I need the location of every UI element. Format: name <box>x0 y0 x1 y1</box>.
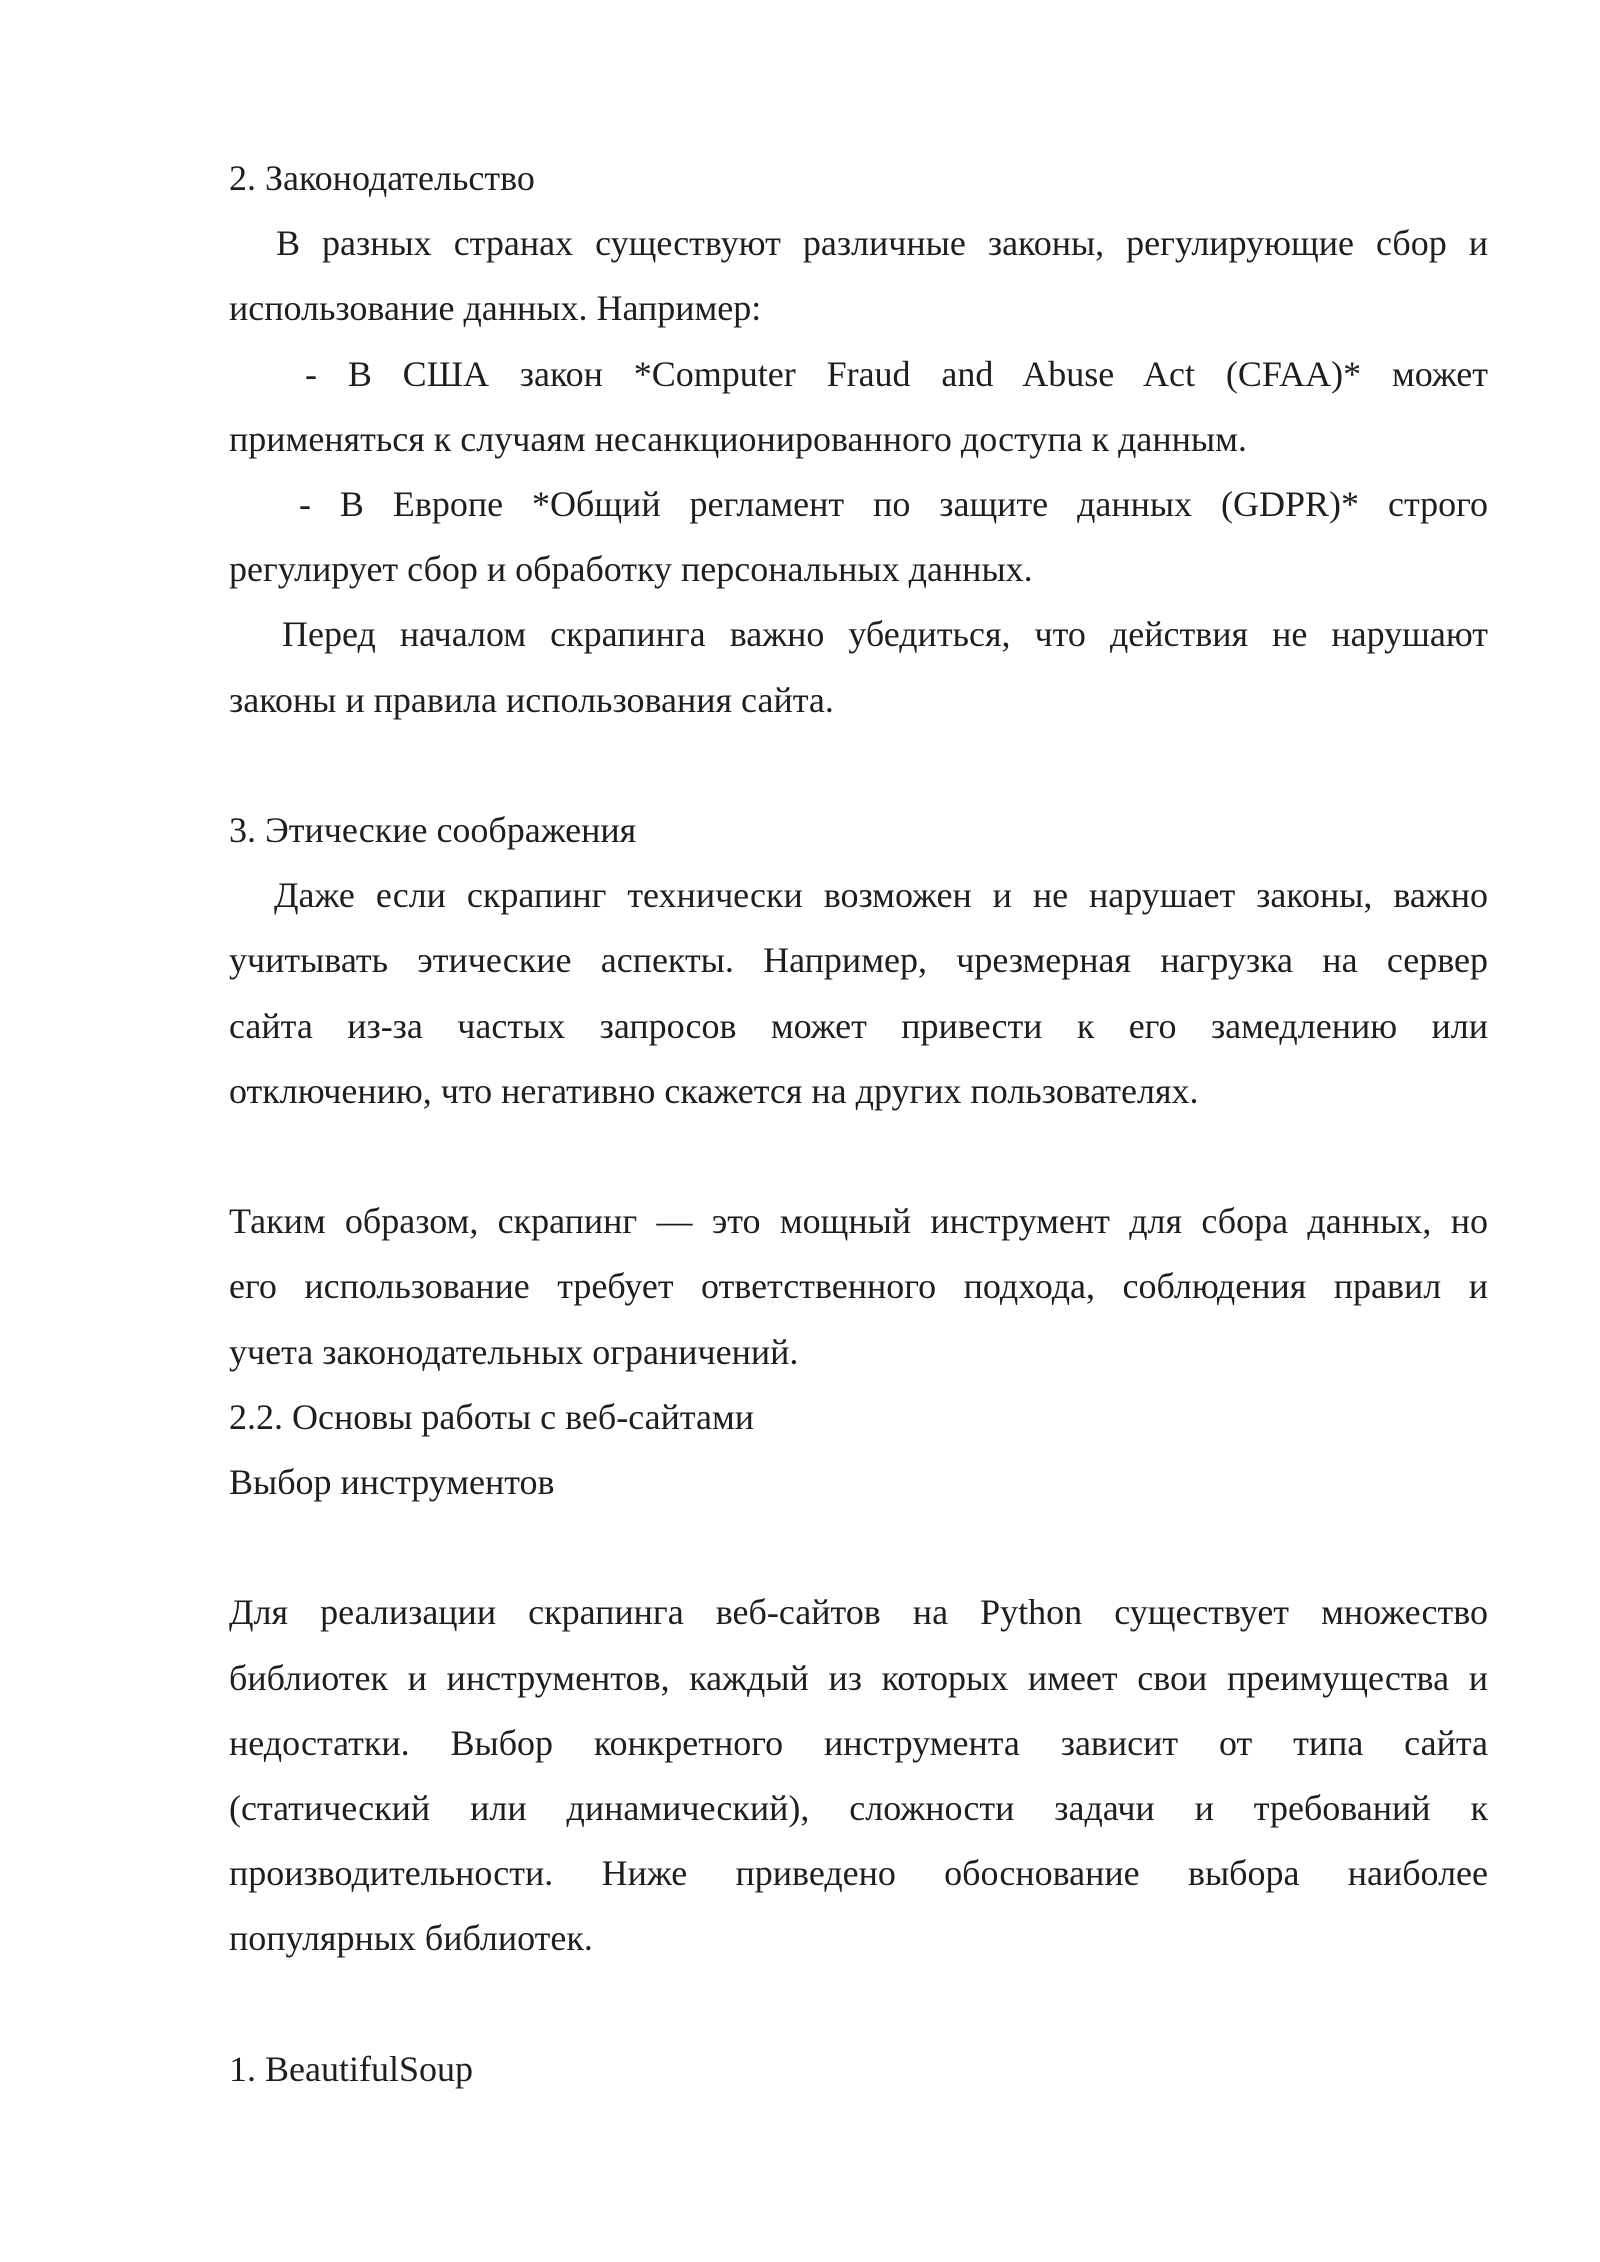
list-item-usa-line: применяться к случаям несанкционированного доступа к данным. <box>229 418 1247 459</box>
blank-line <box>229 1124 1488 1189</box>
list-heading-beautifulsoup: 1. BeautifulSoup <box>229 2048 473 2089</box>
paragraph-line: использование данных. Например: <box>229 288 762 329</box>
paragraph-line: недостатки. Выбор конкретного инструмента зависит от типа сайта <box>229 1722 1488 1763</box>
paragraph-line: учета законодательных ограничений. <box>229 1331 799 1372</box>
subheading-tools-choice: Выбор инструментов <box>229 1462 555 1503</box>
paragraph-line: библиотек и инструментов, каждый из которых имеет свои преимущества и <box>229 1657 1488 1698</box>
blank-line <box>229 1972 1488 2037</box>
paragraph-line: Даже если скрапинг технически возможен и не нарушает законы, важно <box>274 875 1488 916</box>
paragraph-line: Для реализации скрапинга веб-сайтов на Python существует множество <box>229 1592 1488 1633</box>
blank-line <box>229 1515 1488 1580</box>
paragraph-line: (статический или динамический), сложности задачи и требований к <box>229 1788 1488 1829</box>
list-item-europe-line: - В Европе *Общий регламент по защите данных (GDPR)* строго <box>299 484 1488 525</box>
paragraph-line: Таким образом, скрапинг — это мощный инструмент для сбора данных, но <box>229 1201 1488 1242</box>
blank-line <box>229 733 1488 798</box>
paragraph-line: популярных библиотек. <box>229 1918 593 1959</box>
paragraph-line: отключению, что негативно скажется на других пользователях. <box>229 1070 1199 1111</box>
section-heading-websites: 2.2. Основы работы с веб-сайтами <box>229 1396 755 1437</box>
paragraph-line: В разных странах существуют различные законы, регулирующие сбор и <box>276 223 1488 264</box>
paragraph-line: учитывать этические аспекты. Например, чрезмерная нагрузка на сервер <box>229 940 1488 981</box>
paragraph-line: сайта из-за частых запросов может привести к его замедлению или <box>229 1005 1488 1046</box>
document-body <box>229 146 1488 2102</box>
list-item-europe-line: регулирует сбор и обработку персональных данных. <box>229 549 1033 590</box>
paragraph-line: его использование требует ответственного подхода, соблюдения правил и <box>229 1266 1488 1307</box>
section-heading-legislation: 2. Законодательство <box>229 158 535 198</box>
paragraph-line: производительности. Ниже приведено обоснование выбора наиболее <box>229 1853 1488 1894</box>
paragraph-line: законы и правила использования сайта. <box>229 679 834 720</box>
paragraph-line: Перед началом скрапинга важно убедиться, что действия не нарушают <box>282 614 1488 655</box>
list-item-usa-line: - В США закон *Computer Fraud and Abuse Act (CFAA)* может <box>305 353 1488 394</box>
section-heading-ethics: 3. Этические соображения <box>229 810 637 851</box>
